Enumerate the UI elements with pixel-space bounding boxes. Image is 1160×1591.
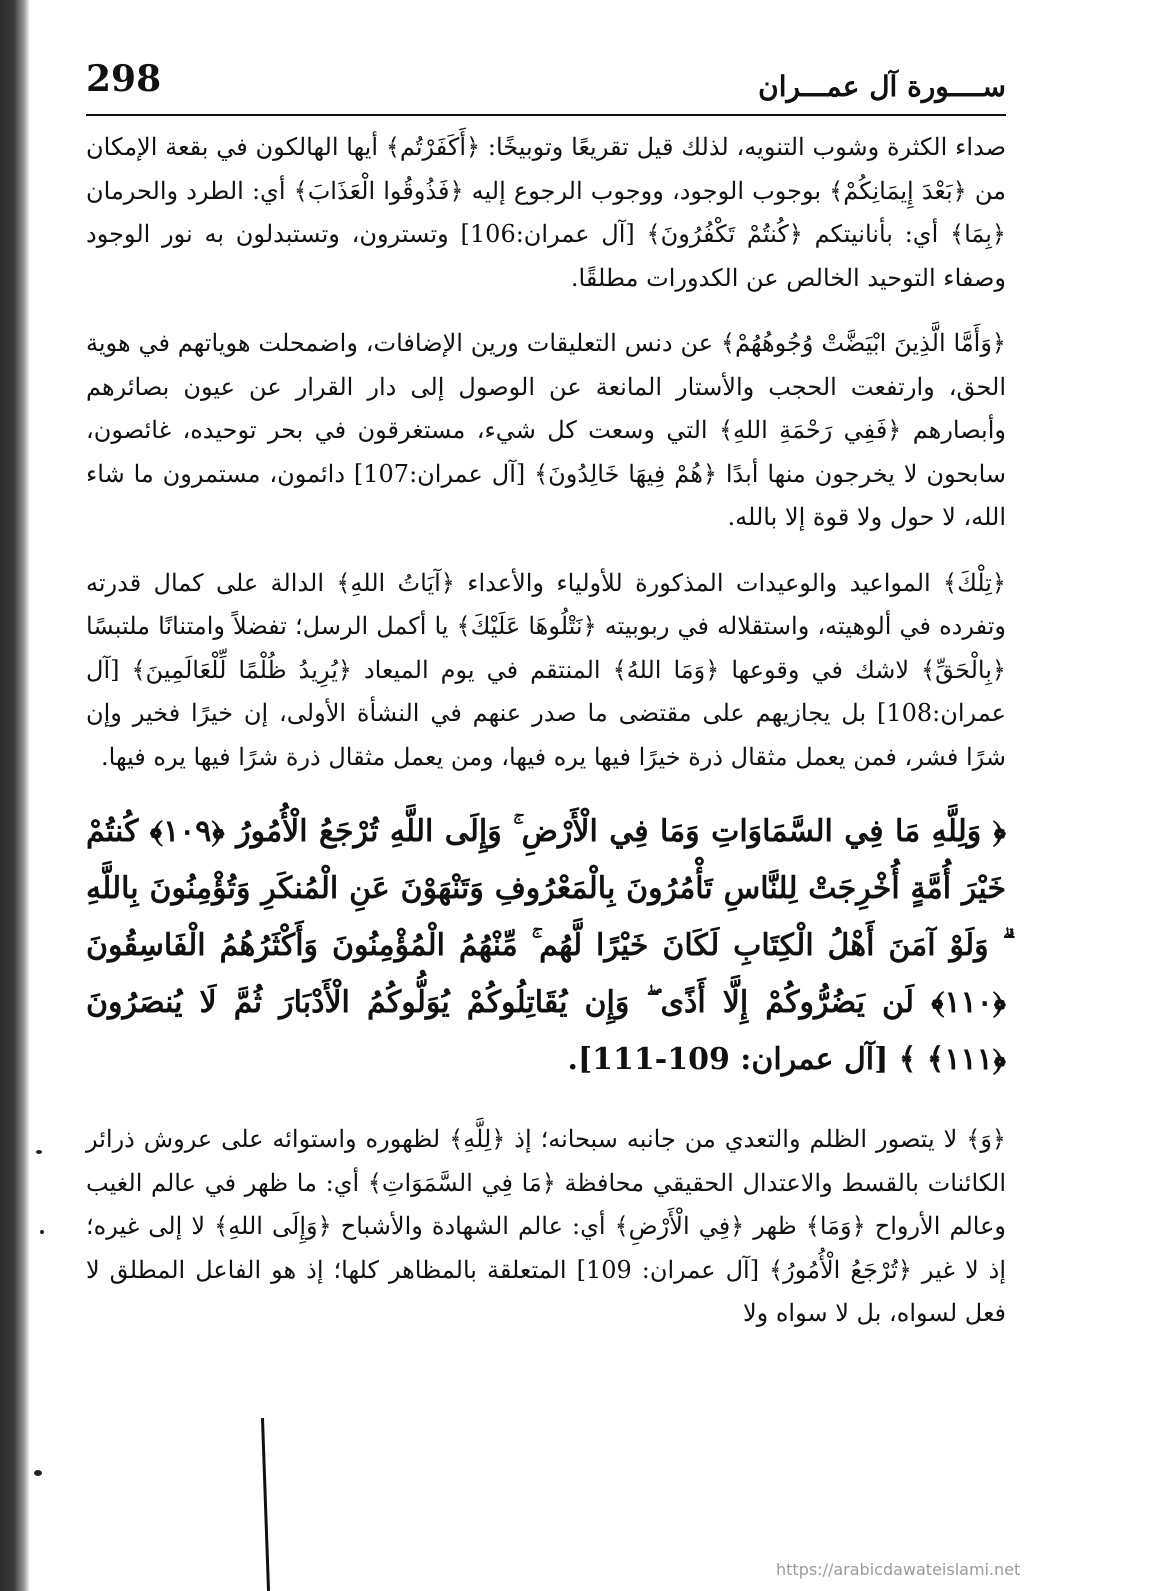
page-number: 298 xyxy=(86,58,162,100)
scan-shadow-edge xyxy=(0,0,30,1591)
paragraph-1: صداء الكثرة وشوب التنويه، لذلك قيل تقريعًا وتوبيخًا: ﴿أَكَفَرْتُم﴾ أيها الهالكون في بقعة الإمكان من ﴿بَعْدَ إِيمَانِكُمْ﴾ بوجوب الوجود، ووجوب الرجوع إليه ﴿فَذُوقُوا الْعَذَابَ﴾ أي: الطرد والحرمان ﴿بِمَا﴾ أي: بأنانيتكم ﴿كُنتُمْ تَكْفُرُونَ﴾ [آل عمران:106] وتسترون، وتستبدلون به نور الوجود وصفاء التوحيد الخالص عن الكدورات مطلقًا. xyxy=(86,133,1006,292)
page-header xyxy=(86,56,1006,116)
margin-pen-line xyxy=(261,1418,270,1591)
scan-speck xyxy=(36,1150,42,1154)
page-body xyxy=(86,126,1006,1358)
paragraph-4: ﴿وَ﴾ لا يتصور الظلم والتعدي من جانبه سبحانه؛ إذ ﴿لِلَّهِ﴾ لظهوره واستوائه على عروش ذرائر الكائنات بالقسط والاعتدال الحقيقي محافظة ﴿مَا فِي السَّمَوَاتِ﴾ أي: ما ظهر في عالم الغيب وعالم الأرواح ﴿وَمَا﴾ ظهر ﴿فِي الْأَرْضِ﴾ أي: عالم الشهادة والأشباح ﴿وَإِلَى اللهِ﴾ لا إلى غيره؛ إذ لا غير ﴿تُرْجَعُ الْأُمُورُ﴾ [آل عمران: 109] المتعلقة بالمظاهر كلها؛ إذ هو الفاعل المطلق لا فعل لسواه، بل لا سواه ولا xyxy=(86,1125,1006,1327)
surah-title: ســــورة آل عمـــران xyxy=(758,70,1006,103)
quran-verses-block: ﴿ وَلِلَّهِ مَا فِي السَّمَاوَاتِ وَمَا فِي الْأَرْضِ ۚ وَإِلَى اللَّهِ تُرْجَعُ الْأُمُورُ ﴿١٠٩﴾ كُنتُمْ خَيْرَ أُمَّةٍ أُخْرِجَتْ لِلنَّاسِ تَأْمُرُونَ بِالْمَعْرُوفِ وَتَنْهَوْنَ عَنِ الْمُنكَرِ وَتُؤْمِنُونَ بِاللَّهِ ۗ وَلَوْ آمَنَ أَهْلُ الْكِتَابِ لَكَانَ خَيْرًا لَّهُم ۚ مِّنْهُمُ الْمُؤْمِنُونَ وَأَكْثَرُهُمُ الْفَاسِقُونَ ﴿١١٠﴾ لَن يَضُرُّوكُمْ إِلَّا أَذًى ۖ وَإِن يُقَاتِلُوكُمْ يُوَلُّوكُمُ الْأَدْبَارَ ثُمَّ لَا يُنصَرُونَ ﴿١١١﴾ ﴾ [آل عمران: 109-111]. xyxy=(86,814,1006,1077)
paragraph-3: ﴿تِلْكَ﴾ المواعيد والوعيدات المذكورة للأولياء والأعداء ﴿آيَاتُ اللهِ﴾ الدالة على كمال قدرته وتفرده في ألوهيته، واستقلاله في ربوبيته ﴿نَتْلُوهَا عَلَيْكَ﴾ يا أكمل الرسل؛ تفضلاً وامتنانًا ملتبسًا ﴿بِالْحَقِّ﴾ لاشك في وقوعها ﴿وَمَا اللهُ﴾ المنتقم في يوم الميعاد ﴿يُرِيدُ ظُلْمًا لِّلْعَالَمِينَ﴾ [آل عمران:108] بل يجازيهم على مقتضى ما صدر عنهم في النشأة الأولى، إن خيرًا فخير وإن شرًا فشر، فمن يعمل مثقال ذرة خيرًا فيها يره فيها، ومن يعمل مثقال ذرة شرًا فيها يره فيها. xyxy=(86,568,1006,771)
paragraph-2: ﴿وَأَمَّا الَّذِينَ ابْيَضَّتْ وُجُوهُهُمْ﴾ عن دنس التعليقات ورين الإضافات، واضمحلت هوياتهم في هوية الحق، وارتفعت الحجب والأستار المانعة عن الوصول إلى دار القرار عن عيون بصائرهم وأبصارهم ﴿فَفِي رَحْمَةِ اللهِ﴾ التي وسعت كل شيء، مستغرقون في بحر توحيده، غائصون، سابحون لا يخرجون منها أبدًا ﴿هُمْ فِيهَا خَالِدُونَ﴾ [آل عمران:107] دائمون، مستمرون ما شاء الله، لا حول ولا قوة إلا بالله. xyxy=(86,329,1006,531)
watermark-url: https://arabicdawateislami.net xyxy=(776,1560,1021,1579)
scan-speck xyxy=(40,1230,44,1234)
scan-speck xyxy=(34,1470,42,1476)
